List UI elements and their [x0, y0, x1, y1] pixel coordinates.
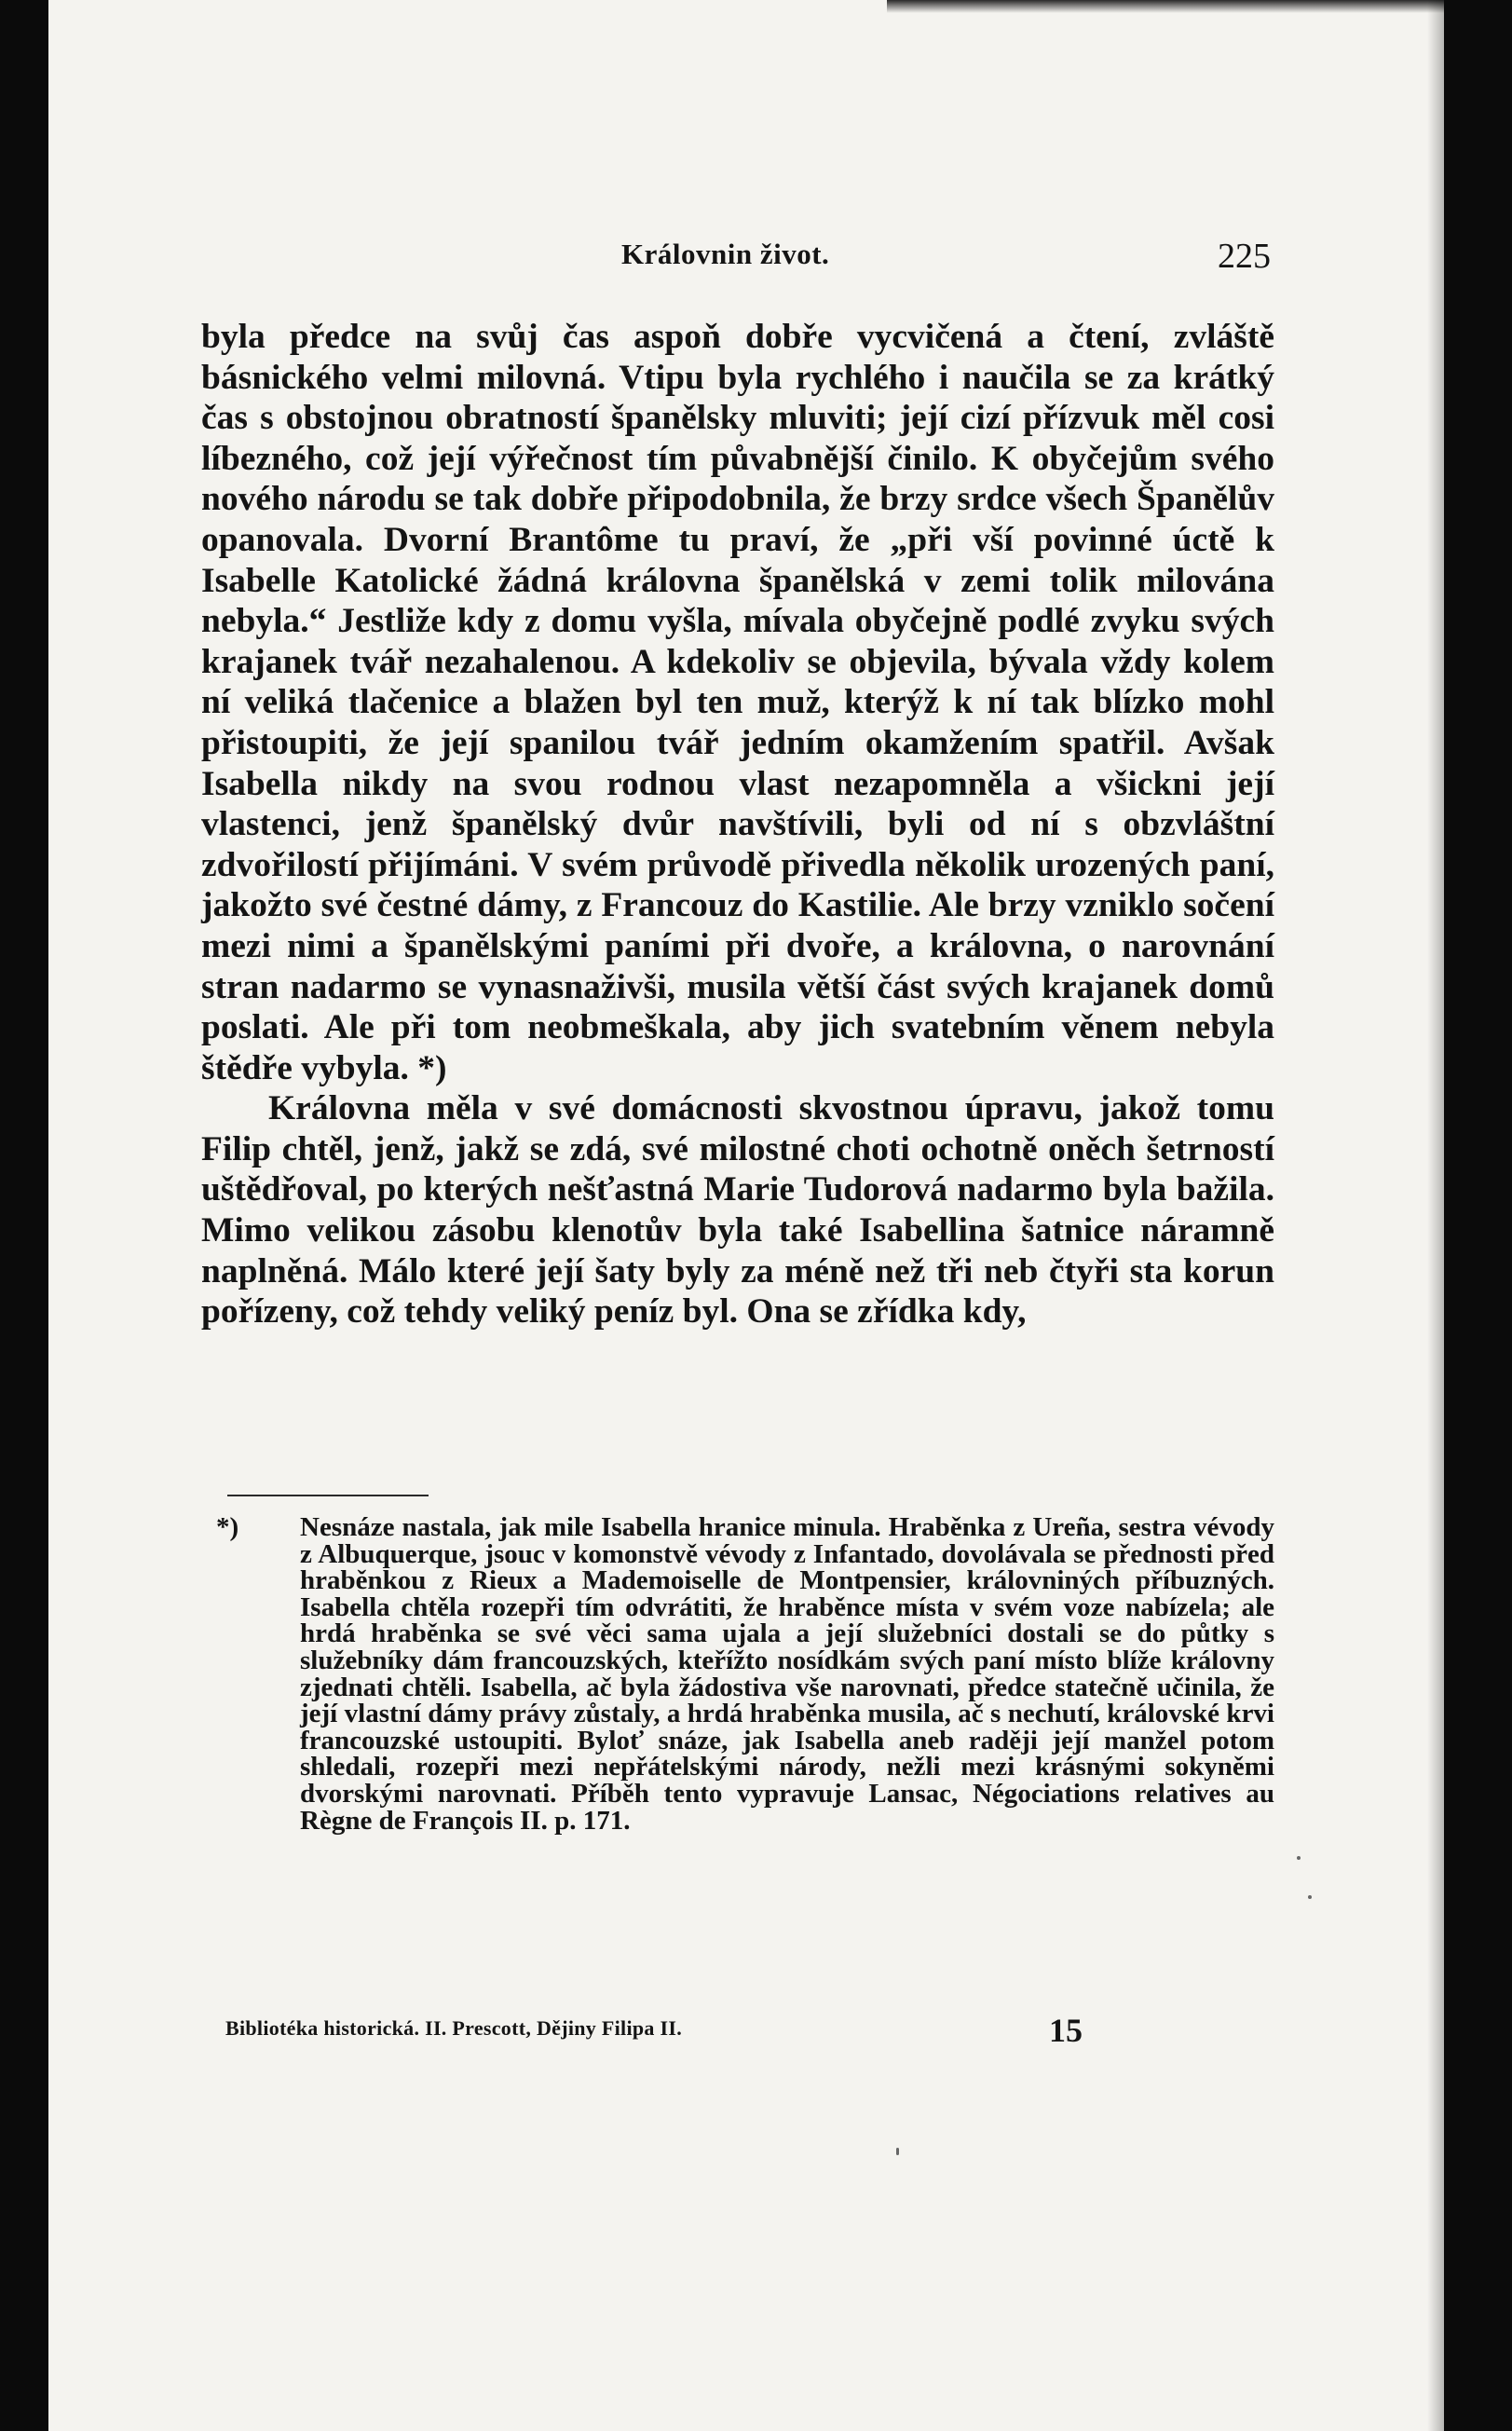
signature-text: Bibliotéka historická. II. Prescott, Dějiny Filipa II. [225, 2016, 683, 2040]
paragraph-2: Královna měla v své domácnosti skvostnou úpravu, jakož tomu Filip chtěl, jenž, jakž se zdá, své milostné choti ochotně oněch šetrností uštědřoval, po kterých nešťastná Marie Tudorová nadarmo byla bažila. Mimo velikou zásobu klenotův byla také Isabellina šatnice náramně naplněná. Málo které její šaty byly za méně než tři neb čtyři sta korun pořízeny, což tehdy veliký peníz byl. Ona se zřídka kdy, [201, 1089, 1274, 1332]
margin-speck [1297, 1856, 1301, 1860]
page-header [48, 238, 1444, 284]
paragraph-1: byla předce na svůj čas aspoň dobře vycvičená a čtení, zvláště básnického velmi milovná. Vtipu byla rychlého i naučila se za krátký čas s obstojnou obratností španělsky mluviti; její cizí přízvuk měl cosi líbezného, což její výřečnost tím půvabnější činilo. K obyčejům svého nového národu se tak dobře připodobnila, že brzy srdce všech Španělův opanovala. Dvorní Brantôme tu praví, že „při vší povinné úctě k Isabelle Katolické žádná královna španělská v zemi tolik milována nebyla.“ Jestliže kdy z domu vyšla, mívala obyčejně podlé zvyku svých krajanek tvář nezahalenou. A kdekoliv se objevila, bývala vždy kolem ní veliká tlačenice a blažen byl ten muž, kterýž k ní tak blízko mohl přistoupiti, že její spanilou tvář jedním okamžením spatřil. Avšak Isabella nikdy na svou rodnou vlast nezapomněla a všickni její vlastenci, jenž španělský dvůr navštívili, byli od ní s obzvláštní zdvořilostí přijímáni. V svém průvodě přivedla několik urozených paní, jakožto své čestné dámy, z Francouz do Kastilie. Ale brzy vzniklo sočení mezi nimi a španělskými paními při dvoře, a královna, o narovnání stran nadarmo se vynasnaživši, musila větší část svých krajanek domů poslati. Ale při tom neobmeškala, aby jich svatebním věnem nebyla štědře vybyla. *) [201, 318, 1274, 1087]
signature-number: 15 [1049, 2012, 1083, 2049]
printer-signature [48, 2011, 1444, 2048]
running-title: Královnin život. [621, 238, 830, 270]
footnote-marker: *) [216, 1512, 239, 1542]
margin-speck [1308, 1895, 1312, 1899]
page-number: 225 [1218, 237, 1271, 276]
margin-speck [896, 2148, 899, 2155]
book-page [48, 0, 1444, 2431]
footnote [216, 1512, 1274, 1836]
page-edge-shadow-right [1427, 0, 1444, 2431]
main-text [201, 317, 1274, 1332]
page-edge-shadow [887, 0, 1444, 13]
footnote-divider [227, 1495, 429, 1496]
footnote-text: Nesnáze nastala, jak mile Isabella hranice minula. Hraběnka z Ureña, sestra vévody z Albuquerque, jsouc v komonstvě vévody z Infantado, dovolávala se přednosti před hraběnkou z Rieux a Mademoiselle de Montpensier, královniných příbuzných. Isabella chtěla rozepři tím odvrátiti, že hraběnce místa v svém voze nabízela; ale hrdá hraběnka se své věci sama ujala a její služebníci dostali se do půtky s služebníky dám francouzských, kteřížto nosídkám svých paní místo blíže královny zjednati chtěli. Isabella, ač byla žádostiva vše narovnati, předce statečně učinila, že její vlastní dámy právy zůstaly, a hrdá hraběnka musila, ač s nechutí, královské krvi francouzské ustoupiti. Byloť snáze, jak Isabella aneb raději její manžel potom shledali, rozepři mezi nepřátelskými národy, nežli mezi krásnými sokyněmi dvorskými narovnati. Příběh tento vypravuje Lansac, Négociations relatives au Règne de François II. p. 171. [300, 1512, 1274, 1836]
